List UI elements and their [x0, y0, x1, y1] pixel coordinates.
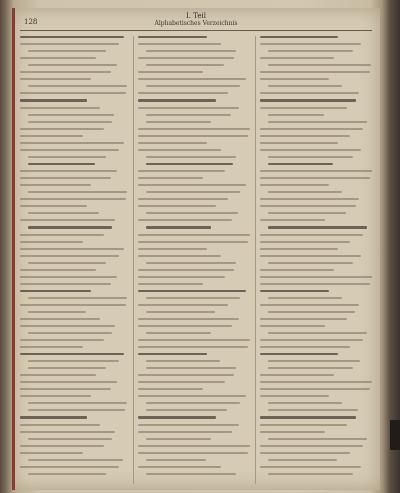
text-line-placeholder	[138, 71, 203, 73]
text-line-placeholder	[146, 114, 231, 116]
text-line-placeholder	[268, 50, 353, 52]
text-line-placeholder	[260, 170, 372, 172]
text-line-placeholder	[260, 339, 363, 341]
text-line-placeholder	[28, 332, 112, 334]
text-line-placeholder	[146, 64, 224, 66]
text-line-placeholder	[20, 255, 119, 257]
text-line-placeholder	[28, 85, 127, 87]
text-line-placeholder	[260, 78, 329, 80]
text-line-placeholder	[260, 142, 338, 144]
text-line-placeholder	[268, 85, 342, 87]
text-line-placeholder	[20, 416, 87, 418]
text-line-placeholder	[146, 311, 215, 313]
text-line-placeholder	[138, 353, 207, 355]
text-line-placeholder	[138, 255, 221, 257]
text-line-placeholder	[20, 318, 100, 320]
text-line-placeholder	[260, 424, 347, 426]
text-line-placeholder	[28, 473, 106, 475]
text-line-placeholder	[28, 297, 127, 299]
column-rule	[133, 36, 134, 484]
text-line-placeholder	[20, 374, 96, 376]
text-line-placeholder	[146, 297, 240, 299]
text-line-placeholder	[268, 297, 342, 299]
page-edge	[12, 8, 15, 490]
text-line-placeholder	[20, 177, 111, 179]
text-line-placeholder	[138, 184, 246, 186]
text-line-placeholder	[268, 360, 360, 362]
text-line-placeholder	[268, 402, 342, 404]
page-number: 128	[24, 18, 38, 26]
text-line-placeholder	[20, 395, 91, 397]
text-line-placeholder	[260, 128, 363, 130]
text-line-placeholder	[28, 459, 123, 461]
text-line-placeholder	[28, 438, 112, 440]
column-rule	[255, 36, 256, 484]
text-line-placeholder	[20, 466, 119, 468]
text-column-3	[260, 36, 372, 484]
text-line-placeholder	[20, 339, 104, 341]
text-line-placeholder	[260, 381, 372, 383]
text-line-placeholder	[20, 135, 83, 137]
text-line-placeholder	[20, 346, 83, 348]
text-line-placeholder	[260, 241, 350, 243]
text-line-placeholder	[260, 149, 361, 151]
text-line-placeholder	[28, 409, 125, 411]
text-line-placeholder	[260, 325, 325, 327]
text-line-placeholder	[146, 459, 206, 461]
text-line-placeholder	[20, 388, 111, 390]
text-line-placeholder	[138, 269, 234, 271]
running-header	[20, 12, 372, 31]
text-line-placeholder	[138, 318, 239, 320]
text-line-placeholder	[20, 452, 83, 454]
text-line-placeholder	[20, 304, 126, 306]
text-line-placeholder	[28, 163, 95, 165]
text-line-placeholder	[28, 402, 127, 404]
text-line-placeholder	[28, 311, 86, 313]
text-line-placeholder	[20, 219, 115, 221]
text-column-1	[20, 36, 128, 484]
text-line-placeholder	[138, 43, 221, 45]
text-line-placeholder	[20, 92, 126, 94]
text-line-placeholder	[268, 121, 367, 123]
text-line-placeholder	[20, 184, 91, 186]
text-line-placeholder	[138, 198, 228, 200]
text-line-placeholder	[146, 473, 236, 475]
text-line-placeholder	[20, 149, 119, 151]
text-line-placeholder	[138, 339, 250, 341]
text-line-placeholder	[28, 191, 127, 193]
text-line-placeholder	[260, 269, 334, 271]
text-line-placeholder	[20, 424, 100, 426]
text-line-placeholder	[138, 142, 207, 144]
text-line-placeholder	[146, 85, 240, 87]
text-line-placeholder	[20, 198, 126, 200]
text-line-placeholder	[138, 170, 225, 172]
text-line-placeholder	[20, 248, 124, 250]
text-line-placeholder	[20, 269, 96, 271]
text-line-placeholder	[260, 135, 350, 137]
text-line-placeholder	[20, 234, 104, 236]
text-line-placeholder	[138, 283, 203, 285]
text-line-placeholder	[260, 353, 338, 355]
text-line-placeholder	[20, 205, 87, 207]
text-line-placeholder	[138, 416, 216, 418]
page	[12, 8, 380, 490]
text-line-placeholder	[28, 262, 106, 264]
text-line-placeholder	[260, 71, 370, 73]
text-line-placeholder	[138, 78, 246, 80]
text-line-placeholder	[138, 149, 221, 151]
text-line-placeholder	[138, 325, 232, 327]
text-line-placeholder	[260, 276, 372, 278]
text-line-placeholder	[138, 431, 232, 433]
text-line-placeholder	[260, 36, 338, 38]
text-line-placeholder	[138, 395, 246, 397]
text-line-placeholder	[260, 431, 325, 433]
text-line-placeholder	[260, 304, 359, 306]
text-line-placeholder	[268, 409, 358, 411]
text-line-placeholder	[138, 99, 216, 101]
text-line-placeholder	[28, 114, 114, 116]
text-line-placeholder	[268, 367, 353, 369]
header-subtitle: Alphabetisches Verzeichnis	[154, 20, 238, 27]
text-line-placeholder	[20, 57, 96, 59]
text-line-placeholder	[146, 191, 240, 193]
text-line-placeholder	[260, 374, 334, 376]
text-line-placeholder	[260, 92, 359, 94]
text-line-placeholder	[138, 452, 248, 454]
text-line-placeholder	[138, 388, 203, 390]
text-line-placeholder	[138, 234, 250, 236]
header-title: I. Teil	[186, 12, 206, 20]
text-line-placeholder	[260, 445, 363, 447]
text-line-placeholder	[20, 107, 100, 109]
text-line-placeholder	[260, 248, 338, 250]
text-line-placeholder	[268, 311, 355, 313]
text-line-placeholder	[28, 64, 117, 66]
text-line-placeholder	[268, 473, 353, 475]
text-line-placeholder	[138, 92, 228, 94]
text-line-placeholder	[138, 57, 234, 59]
text-line-placeholder	[260, 43, 361, 45]
text-line-placeholder	[260, 346, 350, 348]
text-line-placeholder	[28, 226, 112, 228]
text-line-placeholder	[268, 262, 353, 264]
text-line-placeholder	[268, 332, 367, 334]
text-line-placeholder	[28, 360, 119, 362]
text-line-placeholder	[138, 290, 246, 292]
text-line-placeholder	[20, 71, 111, 73]
text-line-placeholder	[20, 99, 87, 101]
text-line-placeholder	[268, 212, 346, 214]
text-line-placeholder	[138, 466, 221, 468]
text-line-placeholder	[20, 353, 124, 355]
text-line-placeholder	[260, 99, 356, 101]
text-line-placeholder	[138, 128, 250, 130]
text-line-placeholder	[146, 50, 236, 52]
text-line-placeholder	[138, 445, 250, 447]
text-line-placeholder	[146, 212, 238, 214]
text-line-placeholder	[146, 156, 236, 158]
text-line-placeholder	[20, 128, 104, 130]
text-column-2	[138, 36, 250, 484]
text-line-placeholder	[28, 121, 112, 123]
text-line-placeholder	[146, 438, 211, 440]
text-line-placeholder	[28, 156, 106, 158]
text-line-placeholder	[146, 226, 211, 228]
text-line-placeholder	[20, 43, 119, 45]
text-line-placeholder	[138, 219, 232, 221]
text-line-placeholder	[20, 36, 124, 38]
text-line-placeholder	[138, 424, 239, 426]
text-line-placeholder	[20, 325, 115, 327]
text-line-placeholder	[260, 452, 350, 454]
text-line-placeholder	[138, 346, 248, 348]
text-line-placeholder	[260, 416, 356, 418]
text-line-placeholder	[268, 114, 324, 116]
text-line-placeholder	[20, 431, 115, 433]
book-tab	[390, 420, 400, 450]
text-line-placeholder	[146, 409, 227, 411]
text-line-placeholder	[260, 57, 334, 59]
text-line-placeholder	[146, 163, 233, 165]
text-line-placeholder	[146, 360, 220, 362]
text-line-placeholder	[20, 241, 83, 243]
text-line-placeholder	[146, 402, 240, 404]
text-line-placeholder	[260, 177, 370, 179]
text-line-placeholder	[138, 374, 234, 376]
text-line-placeholder	[146, 367, 236, 369]
text-line-placeholder	[260, 234, 363, 236]
text-line-placeholder	[268, 438, 367, 440]
text-line-placeholder	[138, 135, 248, 137]
text-line-placeholder	[268, 163, 333, 165]
text-line-placeholder	[260, 283, 370, 285]
text-line-placeholder	[146, 262, 236, 264]
text-line-placeholder	[268, 191, 342, 193]
text-line-placeholder	[268, 226, 367, 228]
text-line-placeholder	[260, 219, 325, 221]
text-line-placeholder	[260, 255, 361, 257]
text-line-placeholder	[260, 107, 347, 109]
text-line-placeholder	[268, 459, 337, 461]
text-line-placeholder	[260, 198, 359, 200]
text-line-placeholder	[20, 170, 117, 172]
text-line-placeholder	[260, 318, 347, 320]
text-line-placeholder	[138, 36, 207, 38]
text-line-placeholder	[138, 248, 207, 250]
text-line-placeholder	[260, 290, 329, 292]
text-line-placeholder	[146, 121, 211, 123]
text-line-placeholder	[28, 212, 99, 214]
text-line-placeholder	[20, 290, 91, 292]
text-line-placeholder	[260, 388, 370, 390]
text-line-placeholder	[20, 445, 104, 447]
text-line-placeholder	[20, 78, 91, 80]
text-line-placeholder	[138, 177, 203, 179]
text-line-placeholder	[268, 64, 371, 66]
text-line-placeholder	[138, 381, 225, 383]
text-line-placeholder	[138, 304, 228, 306]
text-line-placeholder	[20, 276, 117, 278]
text-line-placeholder	[260, 395, 329, 397]
text-line-placeholder	[138, 241, 248, 243]
text-line-placeholder	[260, 205, 356, 207]
text-line-placeholder	[28, 50, 106, 52]
text-line-placeholder	[20, 381, 117, 383]
text-line-placeholder	[28, 367, 106, 369]
text-line-placeholder	[268, 156, 353, 158]
text-line-placeholder	[138, 107, 239, 109]
text-line-placeholder	[138, 205, 216, 207]
text-line-placeholder	[146, 332, 211, 334]
text-line-placeholder	[260, 466, 361, 468]
text-line-placeholder	[20, 142, 124, 144]
text-line-placeholder	[138, 276, 225, 278]
text-line-placeholder	[20, 283, 111, 285]
text-line-placeholder	[260, 184, 329, 186]
